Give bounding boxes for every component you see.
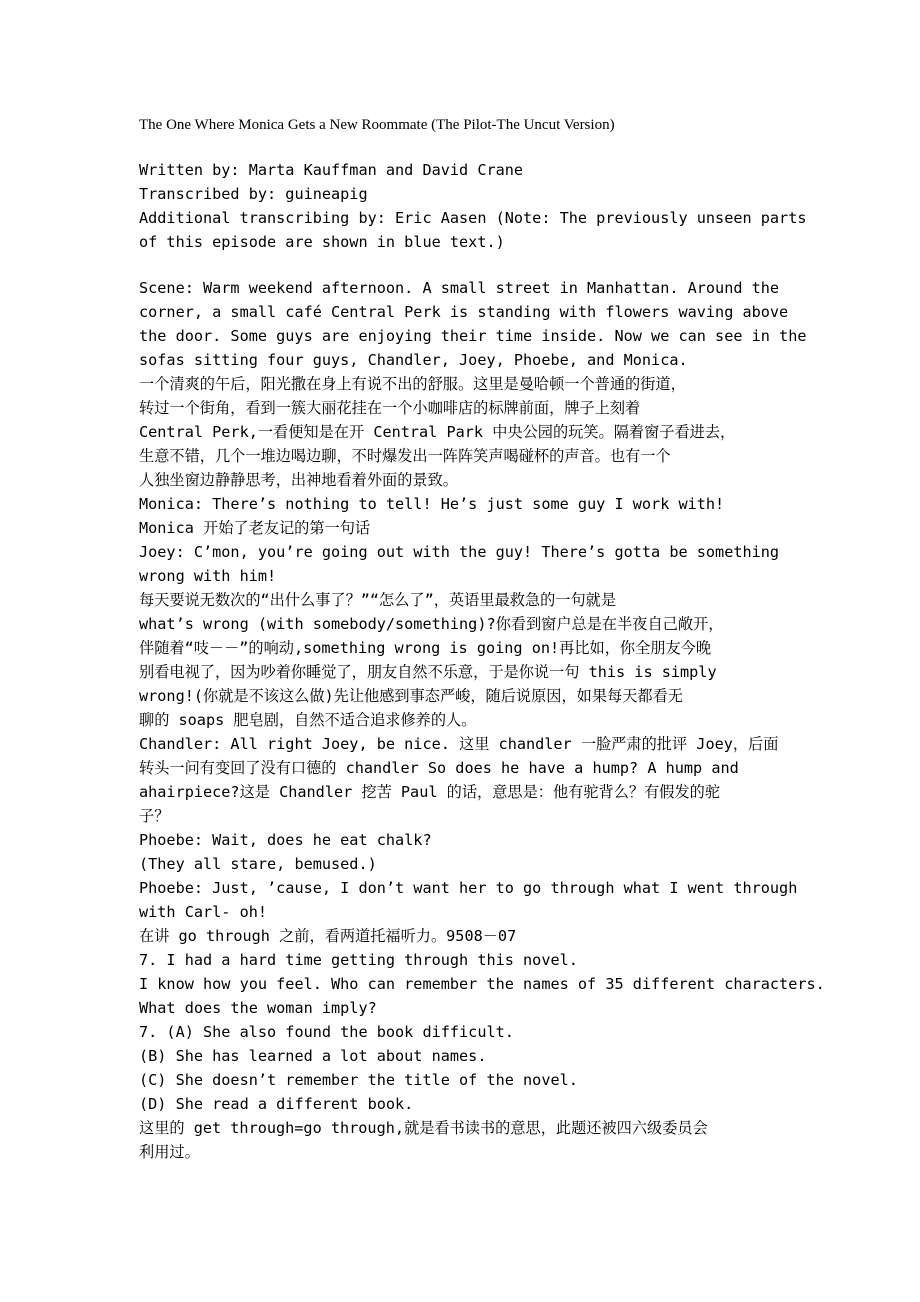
question-line: 7. I had a hard time getting through this novel. <box>139 951 578 969</box>
text-line: what’s wrong (with somebody/something)?你看到窗户总是在半夜自己敞开， <box>139 615 724 633</box>
text-line: 这里的 get through=go through,就是看书读书的意思，此题还被四六级委员会 <box>139 1119 708 1137</box>
credit-note: of this episode are shown in blue text.) <box>139 233 505 251</box>
credit-additional: Additional transcribing by: Eric Aasen (Note: The previously unseen parts <box>139 209 807 227</box>
answer-option: 7. (A) She also found the book difficult. <box>139 1023 514 1041</box>
dialogue-line: Joey: C’mon, you’re going out with the guy! There’s gotta be something <box>139 543 780 561</box>
answer-option: (C) She doesn’t remember the title of the novel. <box>139 1071 578 1089</box>
text-line: 利用过。 <box>139 1143 200 1161</box>
document-title: The One Where Monica Gets a New Roommate (The Pilot-The Uncut Version) <box>139 117 615 133</box>
document-body <box>139 158 825 1164</box>
text-line: 转头一问有变回了没有口德的 chandler So does he have a hump? A hump and <box>139 759 739 777</box>
text-line: 转过一个街角，看到一簇大丽花挂在一个小咖啡店的标牌前面，牌子上刻着 <box>139 399 641 417</box>
text-line: 一个清爽的午后，阳光撒在身上有说不出的舒服。这里是曼哈顿一个普通的街道， <box>139 375 686 393</box>
dialogue-line: with Carl- oh! <box>139 903 268 921</box>
text-line: the door. Some guys are enjoying their time inside. Now we can see in the <box>139 327 807 345</box>
text-line: 子？ <box>139 807 170 825</box>
text-line: ahairpiece?这是 Chandler 挖苦 Paul 的话，意思是：他有驼背么？有假发的驼 <box>139 783 721 801</box>
credit-transcriber: Transcribed by: guineapig <box>139 185 368 203</box>
dialogue-line: Chandler: All right Joey, be nice. 这里 chandler 一脸严肃的批评 Joey，后面 <box>139 735 779 753</box>
text-line: Scene: Warm weekend afternoon. A small street in Manhattan. Around the <box>139 279 780 297</box>
text-line: 伴随着“吱－－”的响动,something wrong is going on!再比如，你全朋友今晚 <box>139 639 712 657</box>
dialogue-line: Phoebe: Wait, does he eat chalk? <box>139 831 432 849</box>
text-line: 在讲 go through 之前，看两道托福听力。9508－07 <box>139 927 517 945</box>
question-line: What does the woman imply? <box>139 999 377 1017</box>
credit-writers: Written by: Marta Kauffman and David Crane <box>139 161 524 179</box>
text-line: 别看电视了，因为吵着你睡觉了，朋友自然不乐意，于是你说一句 this is simply <box>139 663 717 681</box>
text-line: Monica 开始了老友记的第一句话 <box>139 519 371 537</box>
text-line: wrong!(你就是不该这么做)先让他感到事态严峻，随后说原因，如果每天都看无 <box>139 687 683 705</box>
answer-option: (D) She read a different book. <box>139 1095 414 1113</box>
text-line: 每天要说无数次的“出什么事了？”“怎么了”，英语里最救急的一句就是 <box>139 591 617 609</box>
text-line: Central Perk,一看便知是在开 Central Park 中央公园的玩笑。隔着窗子看进去， <box>139 423 736 441</box>
question-line: I know how you feel. Who can remember the names of 35 different characters. <box>139 975 825 993</box>
text-line: corner, a small café Central Perk is standing with flowers waving above <box>139 303 789 321</box>
stage-direction: (They all stare, bemused.) <box>139 855 377 873</box>
text-line: 人独坐窗边静静思考，出神地看着外面的景致。 <box>139 471 458 489</box>
text-line: sofas sitting four guys, Chandler, Joey, Phoebe, and Monica. <box>139 351 688 369</box>
answer-option: (B) She has learned a lot about names. <box>139 1047 487 1065</box>
text-line: 生意不错，几个一堆边喝边聊，不时爆发出一阵阵笑声喝碰杯的声音。也有一个 <box>139 447 671 465</box>
paragraph-gap <box>139 254 789 276</box>
dialogue-line: Monica: There’s nothing to tell! He’s just some guy I work with! <box>139 495 725 513</box>
dialogue-line: wrong with him! <box>139 567 277 585</box>
dialogue-line: Phoebe: Just, ’cause, I don’t want her to go through what I went through <box>139 879 798 897</box>
text-line: 聊的 soaps 肥皂剧，自然不适合追求修养的人。 <box>139 711 477 729</box>
